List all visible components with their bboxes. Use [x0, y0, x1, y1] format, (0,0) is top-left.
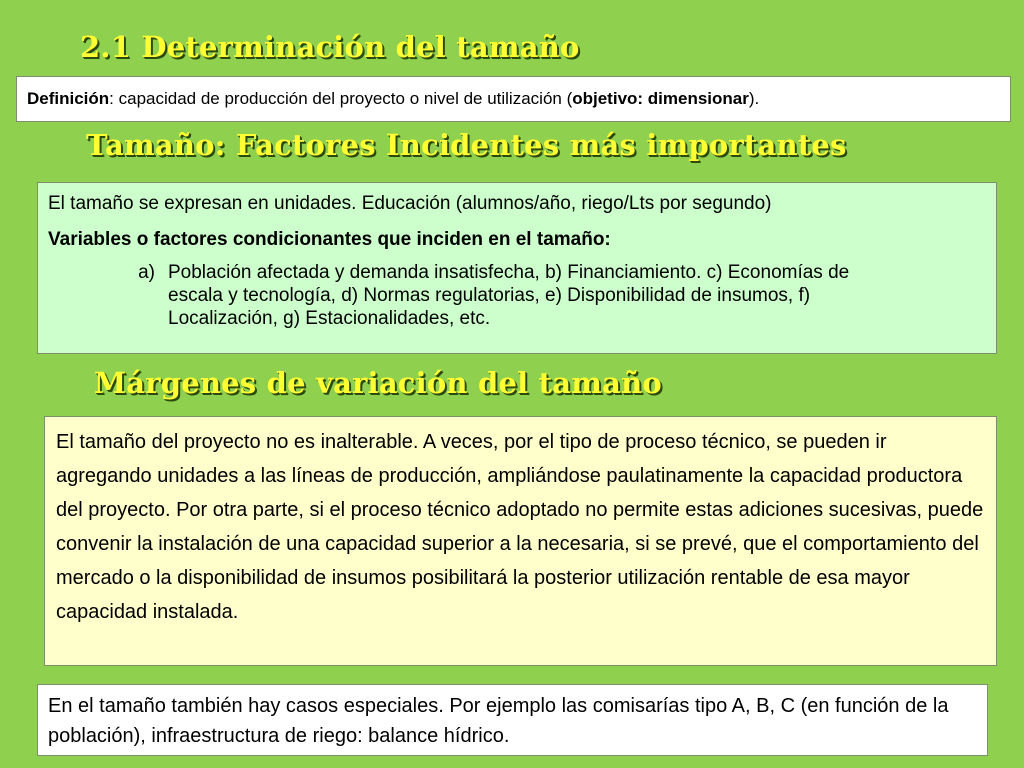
factors-list-text: Población afectada y demanda insatisfecha, b) Financiamiento. c) Economías de escala y tecnología, d) Normas regulatorias, e) Disponibilidad de insumos, f) Localización, g) Estacionalidades, etc. [168, 262, 850, 329]
definition-label: Definición [27, 89, 110, 108]
margins-heading: Márgenes de variación del tamaño [94, 366, 662, 400]
definition-box [16, 76, 1011, 122]
definition-text: : capacidad de producción del proyecto o nivel de utilización ( [109, 89, 573, 108]
margins-text: El tamaño del proyecto no es inalterable. A veces, por el tipo de proceso técnico, se pueden ir agregando unidades a las líneas de producción, ampliándose paulatinamente la capacidad productora del proyecto. Por otra parte, si el proceso técnico adoptado no permite estas adiciones sucesivas, puede convenir la instalación de una capacidad superior a la necesaria, si se prevé, que el comportamiento del mercado o la disponibilidad de insumos posibilitará la posterior utilización rentable de esa mayor capacidad instalada. [56, 431, 984, 623]
factors-heading: Tamaño: Factores Incidentes más importantes [86, 128, 847, 162]
slide-title: 2.1 Determinación del tamaño [80, 30, 580, 64]
margins-box [44, 416, 997, 666]
factors-intro: El tamaño se expresan en unidades. Educación (alumnos/año, riego/Lts por segundo) [48, 193, 772, 214]
list-marker: a) [138, 262, 155, 283]
special-cases-box [37, 684, 988, 756]
definition-objective: objetivo: dimensionar [572, 89, 749, 108]
variables-label: Variables o factores condicionantes que inciden en el tamaño: [48, 229, 611, 250]
definition-end: ). [748, 89, 760, 108]
factors-list-item [48, 261, 986, 330]
factors-box [37, 182, 997, 354]
special-cases-text: En el tamaño también hay casos especiales. Por ejemplo las comisarías tipo A, B, C (en función de la población), infraestructura de riego: balance hídrico. [48, 695, 949, 747]
